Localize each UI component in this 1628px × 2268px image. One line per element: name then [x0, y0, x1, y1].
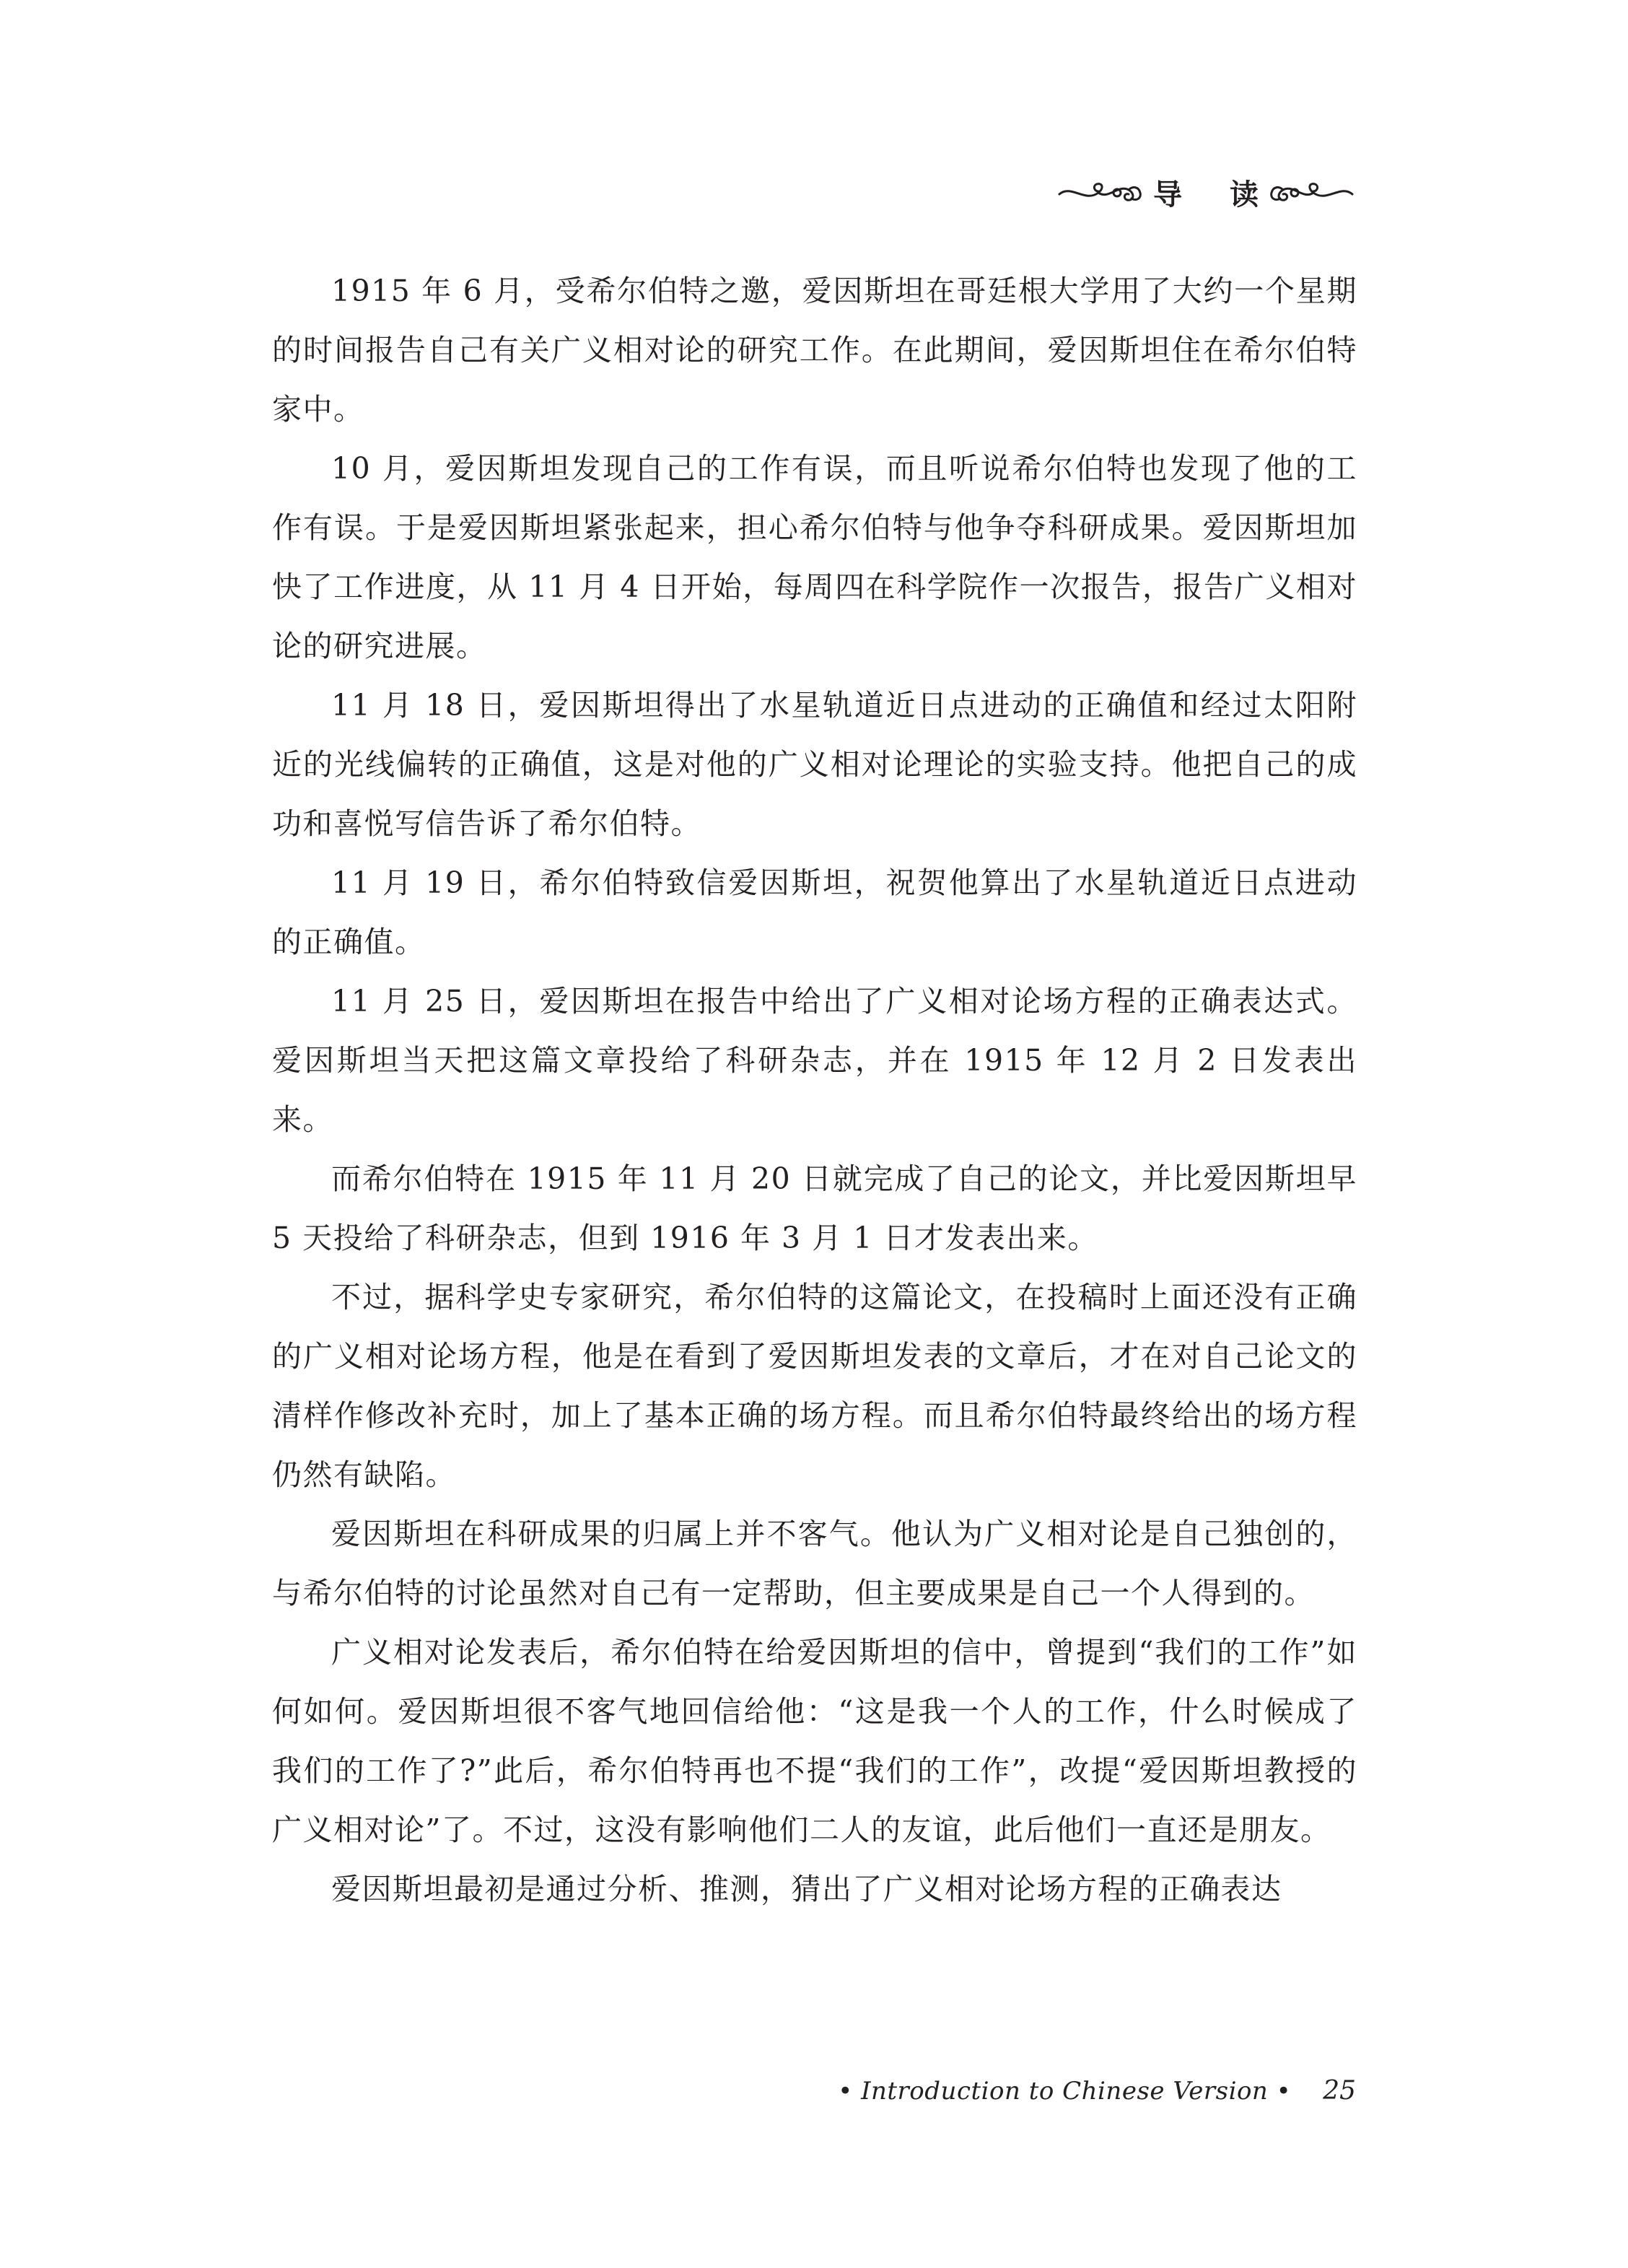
- scroll-ornament-right-icon: [1269, 178, 1355, 207]
- footer-running-title: • Introduction to Chinese Version •: [838, 2077, 1292, 2106]
- paragraph: 爱因斯坦最初是通过分析、推测，猜出了广义相对论场方程的正确表达: [331, 1872, 1282, 1906]
- paragraph: 10 月，爱因斯坦发现自己的工作有误，而且听说希尔伯特也发现了他的工作有误。于是爱因斯坦紧张起来，担心希尔伯特与他争夺科研成果。爱因斯坦加快了工作进度，从 11 月 4 日开始，每周四在科学院作一次报告，报告广义相对论的研究进展。: [272, 451, 1357, 663]
- paragraph: 11 月 19 日，希尔伯特致信爱因斯坦，祝贺他算出了水星轨道近日点进动的正确值。: [272, 865, 1357, 959]
- running-footer: [838, 2076, 1356, 2106]
- paragraph: 爱因斯坦在科研成果的归属上并不客气。他认为广义相对论是自己独创的，与希尔伯特的讨论虽然对自己有一定帮助，但主要成果是自己一个人得到的。: [272, 1517, 1357, 1610]
- scroll-ornament-left-icon: [1056, 178, 1143, 207]
- paragraph: 1915 年 6 月，受希尔伯特之邀，爱因斯坦在哥廷根大学用了大约一个星期的时间报告自己有关广义相对论的研究工作。在此期间，爱因斯坦住在希尔伯特家中。: [272, 274, 1357, 427]
- paragraph: 不过，据科学史专家研究，希尔伯特的这篇论文，在投稿时上面还没有正确的广义相对论场方程，他是在看到了爱因斯坦发表的文章后，才在对自己论文的清样作修改补充时，加上了基本正确的场方程。而且希尔伯特最终给出的场方程仍然有缺陷。: [272, 1280, 1357, 1492]
- running-header: [1056, 172, 1355, 213]
- paragraph: 广义相对论发表后，希尔伯特在给爱因斯坦的信中，曾提到“我们的工作”如何如何。爱因斯坦很不客气地回信给他：“这是我一个人的工作，什么时候成了我们的工作了?”此后，希尔伯特再也不提“我们的工作”，改提“爱因斯坦教授的广义相对论”了。不过，这没有影响他们二人的友谊，此后他们一直还是朋友。: [272, 1635, 1357, 1847]
- paragraph: 而希尔伯特在 1915 年 11 月 20 日就完成了自己的论文，并比爱因斯坦早 5 天投给了科研杂志，但到 1916 年 3 月 1 日才发表出来。: [272, 1161, 1357, 1255]
- chapter-title: 导 读: [1153, 178, 1277, 211]
- body-text: [272, 261, 1357, 1919]
- paragraph: 11 月 18 日，爱因斯坦得出了水星轨道近日点进动的正确值和经过太阳附近的光线偏转的正确值，这是对他的广义相对论理论的实验支持。他把自己的成功和喜悦写信告诉了希尔伯特。: [272, 688, 1357, 841]
- page-number: 25: [1323, 2076, 1356, 2106]
- paragraph: 11 月 25 日，爱因斯坦在报告中给出了广义相对论场方程的正确表达式。爱因斯坦当天把这篇文章投给了科研杂志，并在 1915 年 12 月 2 日发表出来。: [272, 984, 1357, 1137]
